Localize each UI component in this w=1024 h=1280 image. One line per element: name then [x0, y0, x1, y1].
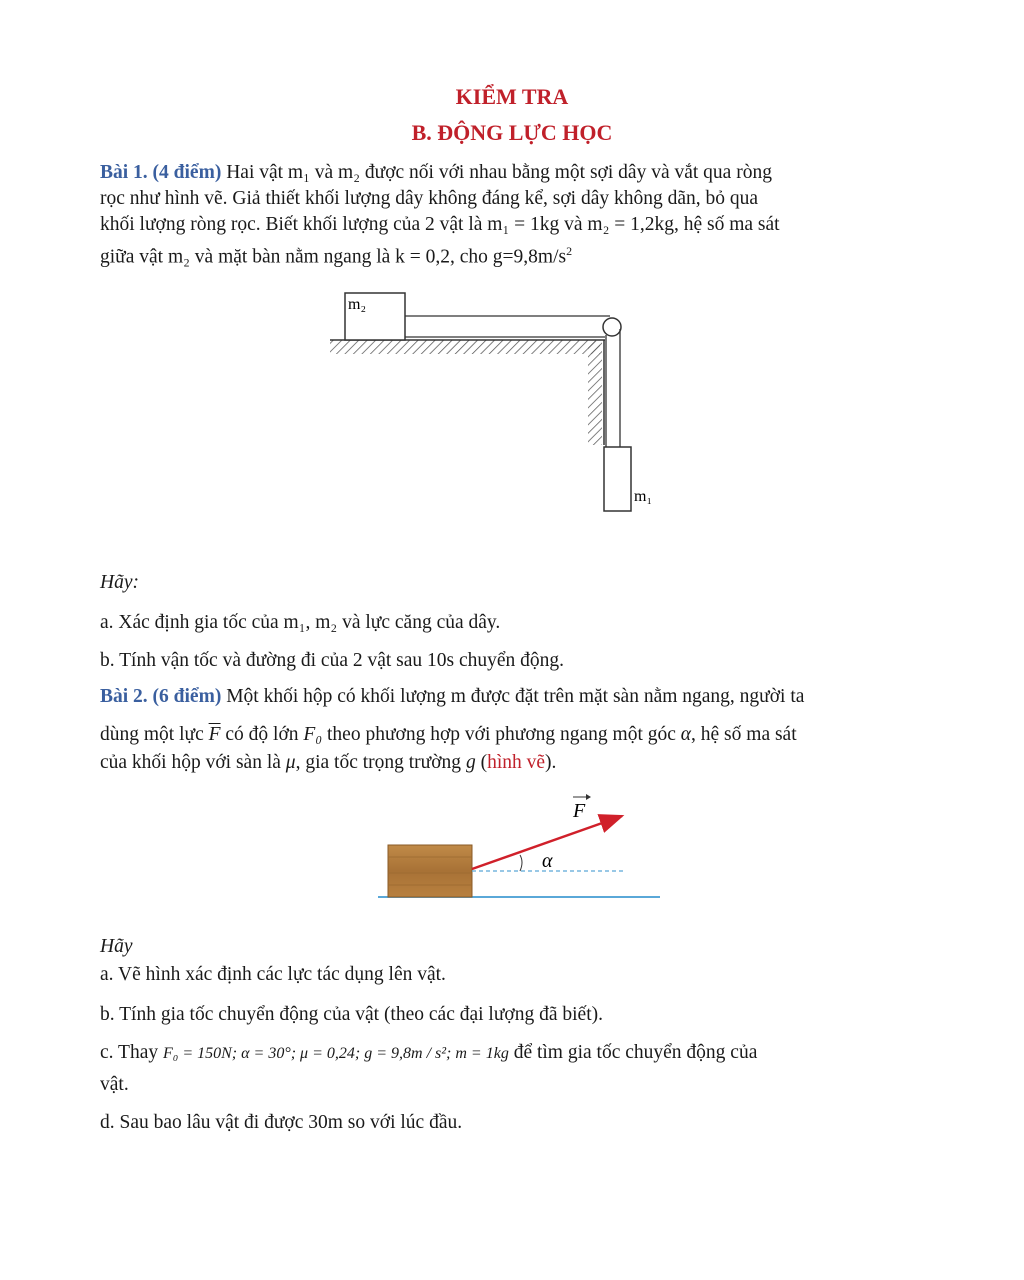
- force-symbol: $\overline{F}$: [208, 724, 221, 745]
- g-symbol: g: [465, 752, 476, 773]
- bai2-prompt: Hãy: [100, 936, 133, 957]
- label-m1: m₁: [634, 488, 653, 505]
- bai2-question-c: [100, 1042, 757, 1064]
- bai2-text-1: Một khối hộp có khối lượng m được đặt trên mặt sàn nằm ngang, người ta: [221, 686, 805, 707]
- wall-hatching: [588, 340, 602, 445]
- bai2-question-c-line2: vật.: [100, 1074, 129, 1095]
- wooden-box: [388, 845, 472, 897]
- bai2-line2: [100, 724, 797, 746]
- bai1-text-1: Hai vật m₁ và m₂ được nối với nhau bằng một sợi dây và vắt qua ròng: [221, 162, 772, 183]
- bai1-line4: [100, 238, 930, 271]
- force-label: F: [573, 800, 586, 822]
- block-m1: [604, 447, 631, 511]
- page-subtitle: B. ĐỘNG LỰC HỌC: [411, 120, 613, 145]
- bai1-question-b: b. Tính vận tốc và đường đi của 2 vật sau 10s chuyển động.: [100, 650, 565, 671]
- bai1-text-2: rọc như hình vẽ. Giả thiết khối lượng dây không đáng kể, sợi dây không dãn, bỏ qua: [100, 188, 759, 209]
- angle-arc: [520, 855, 522, 871]
- bai1-heading: Bài 1. (4 điểm): [100, 162, 222, 183]
- pulley-icon: [603, 318, 621, 336]
- bai2-text-3b: , gia tốc trọng trường: [295, 752, 466, 773]
- bai2-question-d: d. Sau bao lâu vật đi được 30m so với lúc đầu.: [100, 1112, 463, 1133]
- page-title: KIỂM TRA: [455, 84, 569, 109]
- figure-reference: hình vẽ: [487, 752, 546, 773]
- bai2-question-c-text: c. Thay: [100, 1042, 163, 1063]
- vector-arrowhead: [586, 794, 591, 800]
- bai1-line1: [100, 160, 930, 186]
- label-m2: m₂: [348, 296, 367, 313]
- bai2-question-a: a. Vẽ hình xác định các lực tác dụng lên vật.: [100, 964, 446, 985]
- bai1-prompt: Hãy:: [100, 572, 139, 593]
- alpha-symbol: α: [680, 724, 692, 745]
- bai1-question-a: a. Xác định gia tốc của m₁, m₂ và lực căng của dây.: [100, 612, 501, 633]
- given-values-formula: F₀ = 150N; α = 30°; μ = 0,24; g = 9,8m / s²; m = 1kg: [163, 1045, 509, 1062]
- bai2-text-2b: có độ lớn: [220, 724, 304, 745]
- bai1-text-4: giữa vật m₂ và mặt bàn nằm ngang là k = 0,2, cho g=9,8m/s: [100, 246, 567, 268]
- bai2-question-c-text-2: để tìm gia tốc chuyển động của: [508, 1042, 758, 1063]
- force-figure: [370, 785, 700, 915]
- bai2-question-b: b. Tính gia tốc chuyển động của vật (theo các đại lượng đã biết).: [100, 1004, 603, 1025]
- bai2-text-3a: của khối hộp với sàn là: [100, 752, 286, 773]
- bai2-text-3c: (: [475, 752, 488, 773]
- angle-label: α: [542, 850, 553, 872]
- bai2-line3: [100, 752, 556, 774]
- mu-symbol: μ: [285, 752, 296, 773]
- bai1-exponent: 2: [566, 244, 573, 258]
- f0-symbol: F₀: [303, 724, 323, 745]
- bai2-heading: Bài 2. (6 điểm): [100, 686, 222, 707]
- bai1-text-3: khối lượng ròng rọc. Biết khối lượng của 2 vật là m₁ = 1kg và m₂ = 1,2kg, hệ số ma sát: [100, 214, 780, 235]
- bai2-text-2c: theo phương hợp với phương ngang một góc: [322, 724, 681, 745]
- bai2-line1: [100, 686, 804, 708]
- bai2-text-2d: , hệ số ma sát: [691, 724, 797, 745]
- bai2-text-3d: ).: [545, 752, 557, 773]
- pulley-figure: [320, 285, 680, 520]
- table-hatching: [330, 340, 600, 354]
- bai1-paragraph: [100, 160, 930, 271]
- bai2-text-2a: dùng một lực: [100, 724, 209, 745]
